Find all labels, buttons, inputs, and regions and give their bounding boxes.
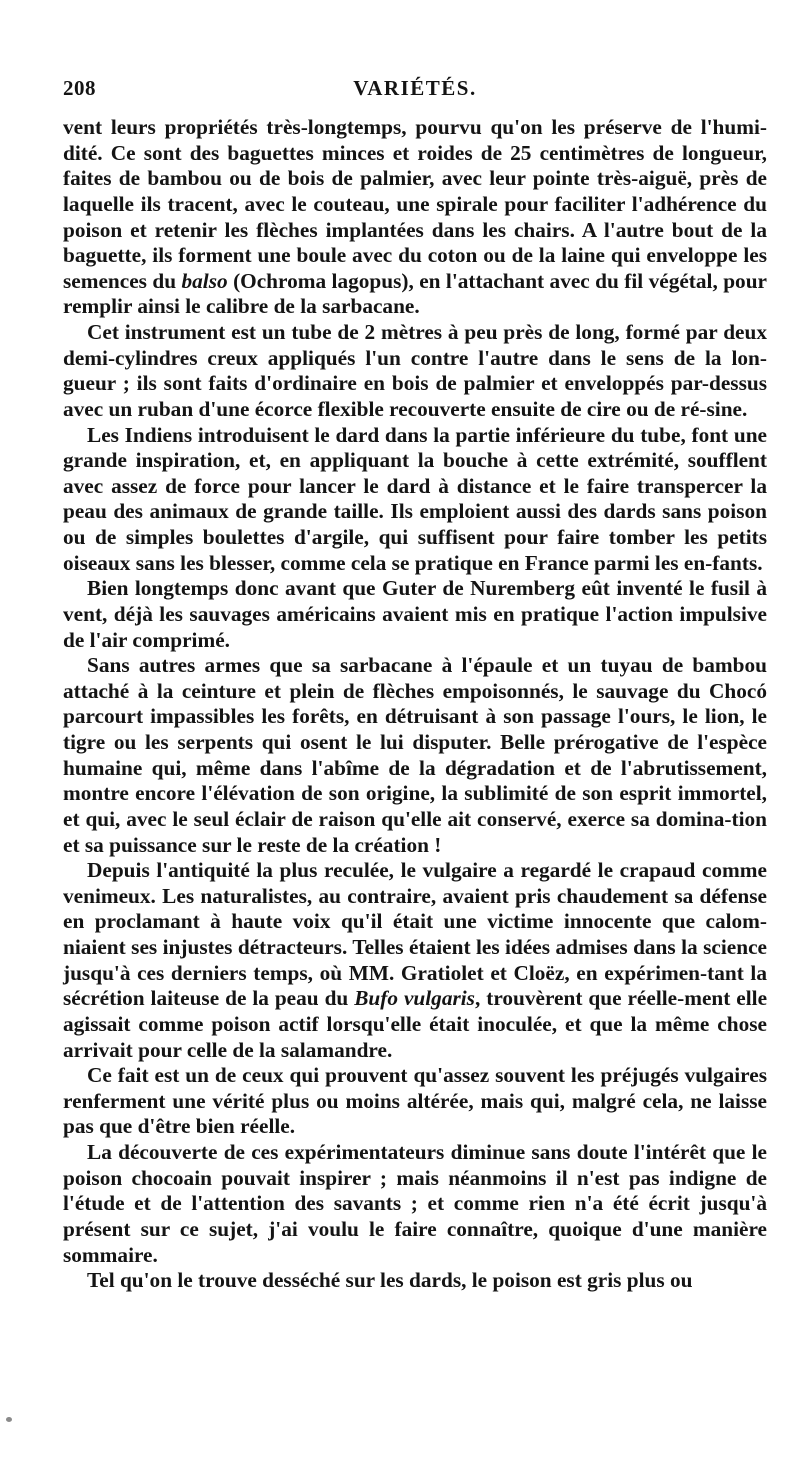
paragraph bbox=[63, 423, 767, 577]
paragraph bbox=[63, 1140, 767, 1268]
text-run: Cet instrument est un tube de 2 mètres à peu près de long, formé par deux demi-cylindres creux appliqués l'un contre l'autre dans le sens de la lon-gueur ; ils sont faits d'ordinaire en bois de palmier et enveloppés par-dessus avec un ruban d'une écorce flexible recouverte ensuite de cire ou de ré-sine. bbox=[63, 320, 767, 421]
italic-term: Bufo vulgaris bbox=[354, 986, 475, 1011]
text-run: Les Indiens introduisent le dard dans la partie inférieure du tube, font une grande inspiration, et, en appliquant la bouche à cette extrémité, soufflent avec assez de force pour lancer le dard à distance et le faire transpercer la peau des animaux de grande taille. Ils emploient aussi des dards sans poison ou de simples boulettes d'argile, qui suffisent pour faire tomber les petits oiseaux sans les blesser, comme cela se pratique en France parmi les en-fants. bbox=[63, 422, 767, 575]
paragraph bbox=[63, 653, 767, 858]
paragraph bbox=[63, 115, 767, 320]
paragraph bbox=[63, 858, 767, 1063]
paragraph bbox=[63, 1268, 767, 1294]
page-number: 208 bbox=[63, 76, 96, 100]
paragraph bbox=[63, 1063, 767, 1140]
text-run: Depuis l'antiquité la plus reculée, le vulgaire a regardé le crapaud comme venimeux. Les naturalistes, au contraire, avaient pris chaudement sa défense en proclamant à haute voix qu'il était une victime innocente que calom-niaient ses injustes détracteurs. Telles étaient les idées admises dans la science jusqu'à ces derniers temps, où MM. Gratiolet et Cloëz, en expérimen-tant la sécrétion laiteuse de la peau du bbox=[63, 858, 767, 1011]
paragraph bbox=[63, 320, 767, 423]
text-run: vent leurs propriétés très-longtemps, pourvu qu'on les préserve de l'humi-dité. Ce sont des baguettes minces et roides de 25 centimètres de longueur, faites de bambou ou de bois de palmier, avec leur pointe très-aiguë, près de laquelle ils tracent, avec le couteau, une spirale pour faciliter l'adhérence du poison et retenir les flèches implantées dans les chairs. A l'autre bout de la baguette, ils forment une boule avec du coton ou de la laine qui enveloppe les semences du bbox=[63, 115, 767, 293]
text-run: Bien longtemps donc avant que Guter de Nuremberg eût inventé le fusil à vent, déjà les sauvages américains avaient mis en pratique l'action impulsive de l'air comprimé. bbox=[63, 576, 767, 652]
text-run: (Ochroma lagopus), en l'attachant avec du fil végétal, pour remplir ainsi le calibre de la sarbacane. bbox=[63, 268, 767, 319]
text-run: La découverte de ces expérimentateurs diminue sans doute l'intérêt que le poison chocoain pouvait inspirer ; mais néanmoins il n'est pas indigne de l'étude et de l'attention des savants ; et comme rien n'a été écrit jusqu'à présent sur ce sujet, j'ai voulu le faire connaître, quoique d'une manière sommaire. bbox=[63, 1140, 767, 1267]
text-run: Ce fait est un de ceux qui prouvent qu'assez souvent les préjugés vulgaires renferment une vérité plus ou moins altérée, mais qui, malgré cela, ne laisse pas que d'être bien réelle. bbox=[63, 1063, 767, 1139]
text-run: Tel qu'on le trouve desséché sur les dards, le poison est gris plus ou bbox=[87, 1268, 693, 1293]
text-run: Sans autres armes que sa sarbacane à l'épaule et un tuyau de bambou attaché à la ceinture et plein de flèches empoisonnés, le sauvage du Chocó parcourt impassibles les forêts, en détruisant à son passage l'ours, le lion, le tigre ou les serpents qui osent le lui disputer. Belle prérogative de l'espèce humaine qui, même dans l'abîme de la dégradation et de l'abrutissement, montre encore l'élévation de son origine, la sublimité de son esprit immortel, et qui, avec le seul éclair de raison qu'elle ait conservé, exerce sa domina-tion et sa puissance sur le reste de la création ! bbox=[63, 653, 767, 857]
running-title: VARIÉTÉS. bbox=[353, 76, 477, 100]
paragraph bbox=[63, 576, 767, 653]
body-text bbox=[63, 115, 767, 1294]
text-run: , trouvèrent que réelle-ment elle agissait comme poison actif lorsqu'elle était inoculée, et que la même chose arrivait pour celle de la salamandre. bbox=[63, 986, 768, 1062]
italic-term: balso bbox=[181, 268, 228, 293]
page-header bbox=[63, 76, 767, 104]
ink-speck bbox=[6, 1417, 12, 1422]
